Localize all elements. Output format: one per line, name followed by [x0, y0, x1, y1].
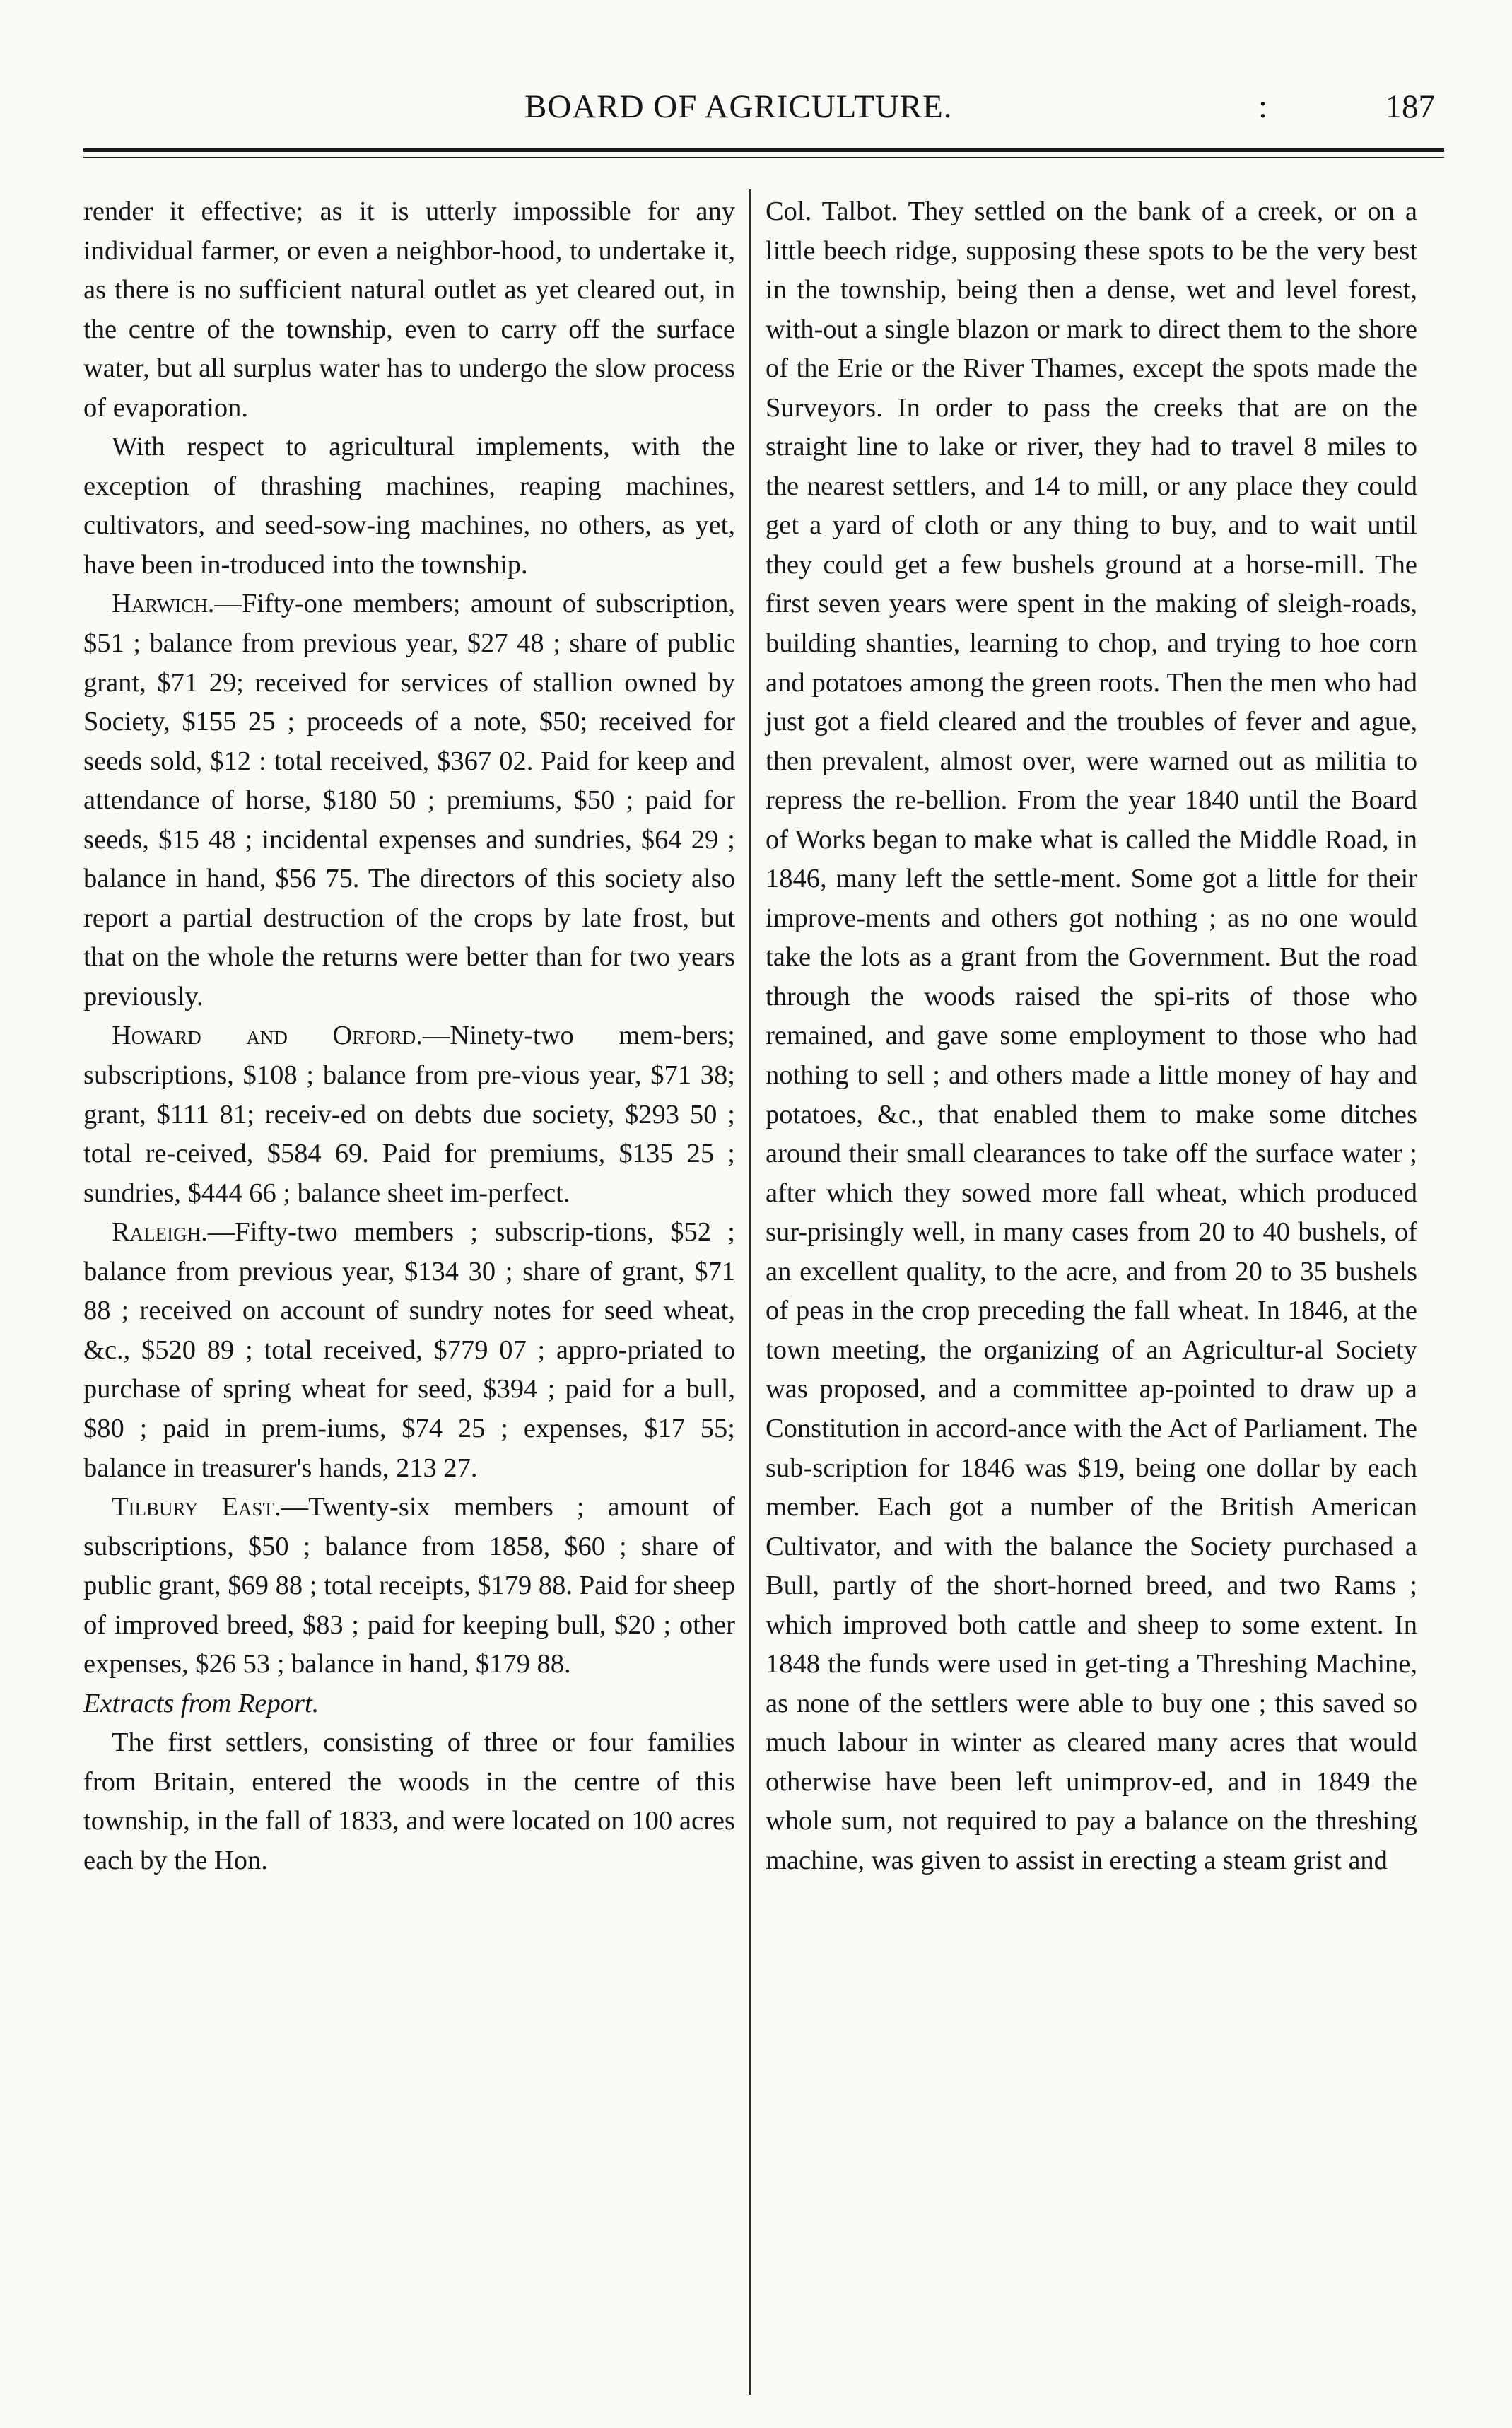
entry-tilbury-east	[83, 1488, 735, 1684]
section-subheading: Extracts from Report.	[83, 1688, 320, 1718]
running-title: BOARD OF AGRICULTURE.	[524, 88, 953, 125]
entry-raleigh-text: —Fifty-two members ; subscrip-tions, $52 ; balance from previous year, $134 30 ; share of grant, $71 88 ; received on account of sundry notes for seed wheat, &c., $520 89 ; total received, $779 07 ; appro-priated to purchase of spring wheat for seed, $394 ; paid for a bull, $80 ; paid in prem-iums, $74 25 ; expenses, $17 55; balance in treasurer's hands, 213 27.	[83, 1217, 735, 1483]
paragraph-drainage: render it effective; as it is utterly impossible for any individual farmer, or even a neighbor-hood, to undertake it, as there is no sufficient natural outlet as yet cleared out, in the centre of the township, even to carry off the surface water, but all surplus water has to undergo the slow process of evaporation.	[83, 197, 735, 423]
running-header	[71, 76, 1442, 126]
entry-howard-orford-text: —Ninety-two mem-bers; subscriptions, $108 ; balance from pre-vious year, $71 38; grant, $111 81; receiv-ed on debts due society, $293 50 ; total re-ceived, $584 69. Paid for premiums, $135 25 ; sundries, $444 66 ; balance sheet im-perfect.	[83, 1021, 735, 1208]
right-column	[766, 192, 1417, 1881]
paragraph-implements: With respect to agricultural implements, with the exception of thrashing machines, reaping machines, cultivators, and seed-sow-ing machines, no others, as yet, have been in-troduced into the township.	[83, 432, 735, 580]
page-number: 187	[1385, 88, 1435, 125]
entry-howard-orford	[83, 1016, 735, 1213]
left-column	[83, 192, 735, 1881]
entry-harwich	[83, 585, 735, 1016]
column-divider	[749, 189, 751, 2395]
header-rule	[83, 148, 1444, 158]
society-name-harwich: Harwich.	[112, 589, 215, 619]
header-mark: :	[1258, 88, 1268, 125]
society-name-howard-orford: Howard and Orford.	[112, 1021, 423, 1051]
society-name-tilbury-east: Tilbury East.	[112, 1492, 281, 1523]
paragraph-first-settlers: The first settlers, consisting of three or four families from Britain, entered the woods in the centre of this township, in the fall of 1833, and were located on 100 acres each by the Hon.	[83, 1728, 735, 1875]
entry-tilbury-east-text: —Twenty-six members ; amount of subscriptions, $50 ; balance from 1858, $60 ; share of public grant, $69 88 ; total receipts, $179 88. Paid for sheep of improved breed, $83 ; paid for keeping bull, $20 ; other expenses, $26 53 ; balance in hand, $179 88.	[83, 1492, 735, 1679]
entry-raleigh	[83, 1213, 735, 1488]
entry-harwich-text: —Fifty-one members; amount of subscription, $51 ; balance from previous year, $27 48 ; share of public grant, $71 29; received for services of stallion owned by Society, $155 25 ; proceeds of a note, $50; received for seeds sold, $12 : total received, $367 02. Paid for keep and attendance of horse, $180 50 ; premiums, $50 ; paid for seeds, $15 48 ; incidental expenses and sundries, $64 29 ; balance in hand, $56 75. The directors of this society also report a partial destruction of the crops by late frost, but that on the whole the returns were better than for two years previously.	[83, 589, 735, 1011]
society-name-raleigh: Raleigh.	[112, 1217, 208, 1248]
paragraph-settlement-history: Col. Talbot. They settled on the bank of a creek, or on a little beech ridge, supposing these spots to be the very best in the township, being then a dense, wet and level forest, with-out a single blazon or mark to direct them to the shore of the Erie or the River Thames, except the spots made the Surveyors. In order to pass the creeks that are on the straight line to lake or river, they had to travel 8 miles to the nearest settlers, and 14 to mill, or any place they could get a yard of cloth or any thing to buy, and to wait until they could get a few bushels ground at a horse-mill. The first seven years were spent in the making of sleigh-roads, building shanties, learning to chop, and trying to hoe corn and potatoes among the green roots. Then the men who had just got a field cleared and the troubles of fever and ague, then prevalent, almost over, were warned out as militia to repress the re-bellion. From the year 1840 until the Board of Works began to make what is called the Middle Road, in 1846, many left the settle-ment. Some got a little for their improve-ments and others got nothing ; as no one would take the lots as a grant from the Government. But the road through the woods raised the spi-rits of those who remained, and gave some employment to those who had nothing to sell ; and others made a little money of hay and potatoes, &c., that enabled them to make some ditches around their small clearances to take off the surface water ; after which they sowed more fall wheat, which produced sur-prisingly well, in many cases from 20 to 40 bushels, of an excellent quality, to the acre, and from 20 to 35 bushels of peas in the crop preceding the fall wheat. In 1846, at the town meeting, the organizing of an Agricultur-al Society was proposed, and a committee ap-pointed to draw up a Constitution in accord-ance with the Act of Parliament. The sub-scription for 1846 was $19, being one dollar by each member. Each got a number of the British American Cultivator, and with the balance the Society purchased a Bull, partly of the short-horned breed, and two Rams ; which improved both cattle and sheep to some extent. In 1848 the funds were used in get-ting a Threshing Machine, as none of the settlers were able to buy one ; this saved so much labour in winter as cleared many acres that would otherwise have been left unimprov-ed, and in 1849 the whole sum, not required to pay a balance on the threshing machine, was given to assist in erecting a steam grist and	[766, 197, 1417, 1875]
